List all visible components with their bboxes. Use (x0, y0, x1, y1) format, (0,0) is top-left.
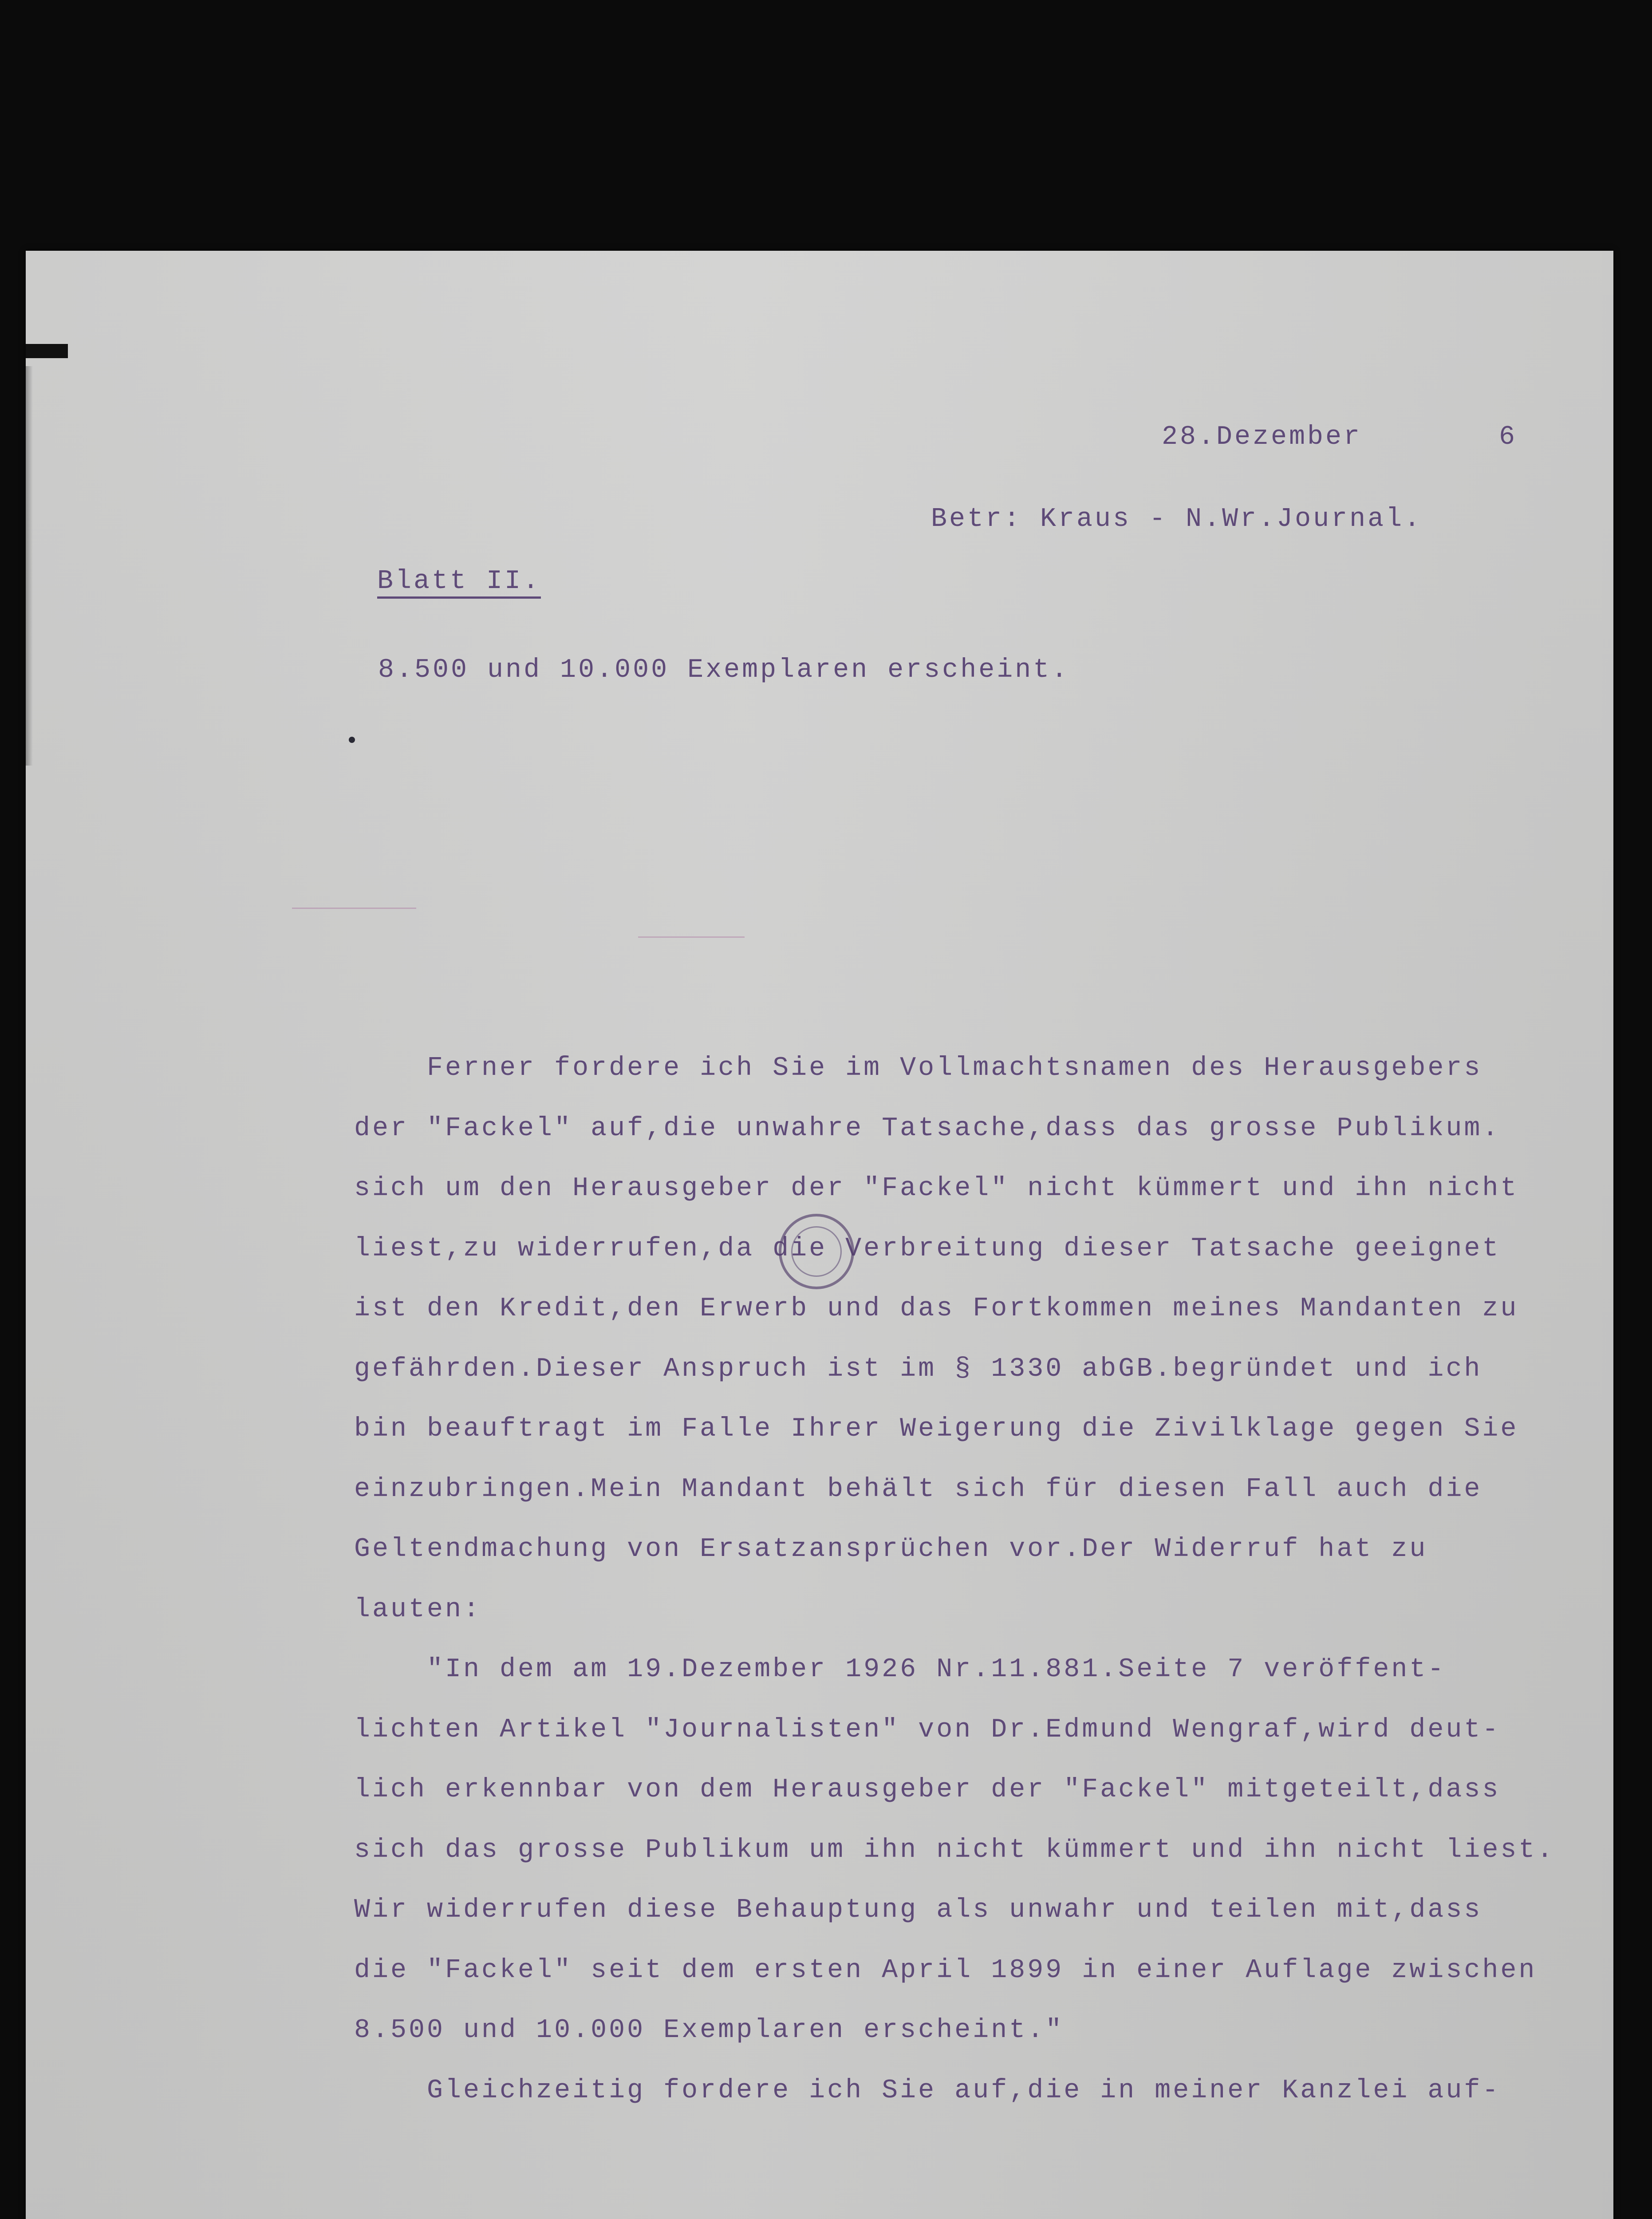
library-stamp (779, 1214, 854, 1289)
stamp-inner-ring (791, 1226, 842, 1277)
body-line: bin beauftragt im Falle Ihrer Weigerung die Zivilklage gegen Sie (354, 1414, 1519, 1444)
body-line: sich um den Herausgeber der "Fackel" nicht kümmert und ihn nicht (354, 1173, 1519, 1204)
sheet-label: Blatt II. (377, 568, 541, 599)
body-line: ist den Kredit,den Erwerb und das Fortkommen meines Mandanten zu (354, 1294, 1519, 1324)
show-through-mark (292, 908, 416, 909)
body-line: Geltendmachung von Ersatzansprüchen vor.Der Widerruf hat zu (354, 1534, 1428, 1564)
continuation-line: 8.500 und 10.000 Exemplaren erscheint. (378, 655, 1070, 685)
ink-dot (349, 737, 355, 743)
body-line: der "Fackel" auf,die unwahre Tatsache,dass das grosse Publikum. (354, 1113, 1501, 1144)
body-line: sich das grosse Publikum um ihn nicht kümmert und ihn nicht liest. (354, 1835, 1555, 1865)
body-line: Gleichzeitig fordere ich Sie auf,die in meiner Kanzlei auf- (354, 2075, 1501, 2106)
body-line: einzubringen.Mein Mandant behält sich für diesen Fall auch die (354, 1474, 1482, 1504)
letter-date: 28.Dezember (1162, 422, 1362, 452)
body-line: lauten: (354, 1594, 482, 1625)
body-line: 8.500 und 10.000 Exemplaren erscheint." (354, 2015, 1064, 2045)
reference-line: Betr: Kraus - N.Wr.Journal. (931, 504, 1423, 534)
edge-mark (26, 344, 68, 358)
body-line: Wir widerrufen diese Behauptung als unwahr und teilen mit,dass (354, 1895, 1482, 1925)
page-number: 6 (1499, 422, 1518, 452)
body-line: gefährden.Dieser Anspruch ist im § 1330 abGB.begründet und ich (354, 1354, 1482, 1384)
letter-body (354, 1038, 1579, 2121)
body-line: Ferner fordere ich Sie im Vollmachtsnamen des Herausgebers (354, 1053, 1482, 1083)
body-line: lich erkennbar von dem Herausgeber der "Fackel" mitgeteilt,dass (354, 1775, 1501, 1805)
body-line: lichten Artikel "Journalisten" von Dr.Edmund Wengraf,wird deut- (354, 1714, 1501, 1745)
body-line: "In dem am 19.Dezember 1926 Nr.11.881.Seite 7 veröffent- (354, 1654, 1446, 1685)
body-line: die "Fackel" seit dem ersten April 1899 in einer Auflage zwischen (354, 1955, 1537, 1986)
body-line: liest,zu widerrufen,da die Verbreitung dieser Tatsache geeignet (354, 1233, 1501, 1264)
show-through-mark (638, 936, 745, 938)
edge-shadow (26, 366, 33, 766)
